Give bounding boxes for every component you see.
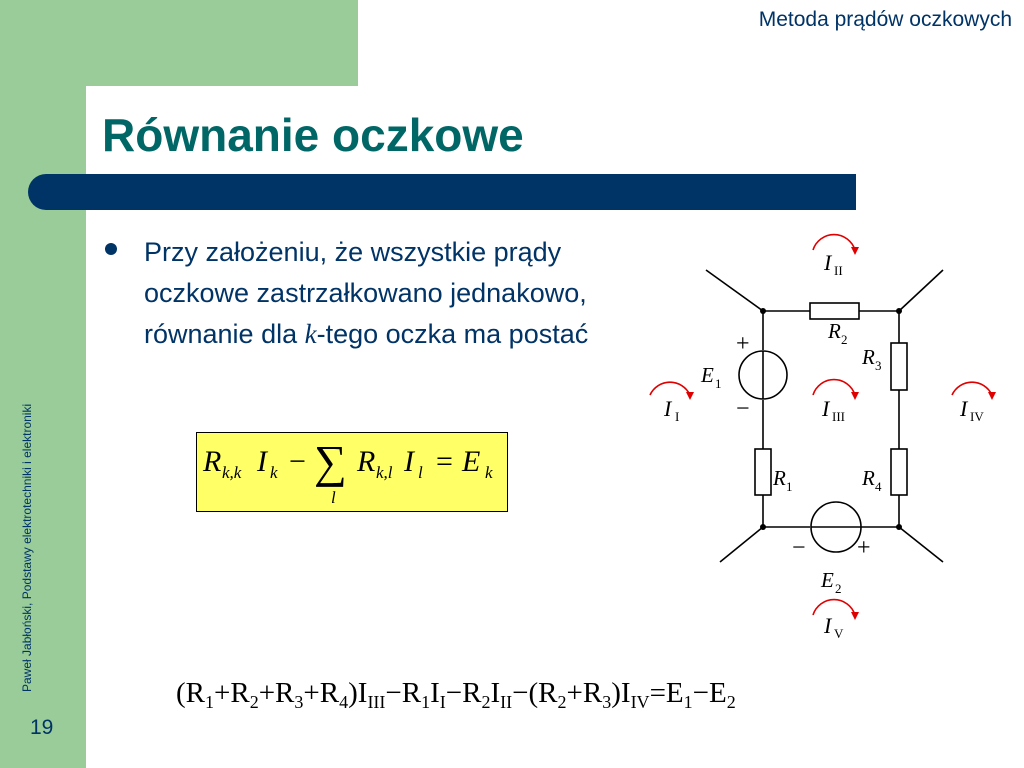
loop-label-I bbox=[663, 396, 679, 424]
bottom-equation bbox=[176, 670, 996, 720]
svg-text:I: I bbox=[664, 396, 672, 421]
eq-sub: II bbox=[500, 692, 513, 712]
eq-tok: +R bbox=[214, 677, 250, 709]
f-sigma-sub: l bbox=[331, 488, 336, 507]
svg-text:R: R bbox=[773, 466, 786, 490]
resistor-R3 bbox=[891, 343, 907, 390]
loop-arrows bbox=[650, 235, 992, 615]
resistor-R2 bbox=[810, 303, 859, 319]
eq-tok: −E bbox=[692, 677, 727, 709]
eq-sub: 1 bbox=[421, 692, 431, 712]
eq-tok: +R bbox=[566, 677, 603, 709]
f-sigma: ∑ bbox=[314, 436, 347, 487]
eq-tok: −R bbox=[445, 677, 482, 709]
svg-text:3: 3 bbox=[875, 358, 882, 373]
eq-sub: 1 bbox=[683, 692, 693, 712]
svg-text:R: R bbox=[862, 466, 875, 490]
eq-tok: I bbox=[490, 677, 501, 709]
resistor-R4 bbox=[891, 449, 907, 495]
author-footer: Paweł Jabłoński, Podstawy elektrotechniki i elektroniki bbox=[20, 403, 34, 692]
eq-sub: 3 bbox=[602, 692, 612, 712]
loop-label-II bbox=[823, 250, 843, 278]
page-number: 19 bbox=[30, 716, 54, 739]
eq-sub: 2 bbox=[726, 692, 736, 712]
label-R2 bbox=[827, 319, 848, 347]
svg-text:II: II bbox=[834, 263, 843, 278]
label-E2 bbox=[820, 568, 842, 596]
f-sub-E: k bbox=[485, 463, 493, 482]
f-minus: − bbox=[289, 445, 306, 478]
svg-text:E: E bbox=[701, 363, 714, 387]
eq-sub: 3 bbox=[294, 692, 304, 712]
f-I1: I bbox=[257, 445, 267, 478]
svg-text:I: I bbox=[960, 396, 968, 421]
svg-text:R: R bbox=[862, 345, 875, 369]
f-R2: R bbox=[357, 445, 376, 478]
svg-text:I: I bbox=[675, 409, 680, 424]
svg-text:2: 2 bbox=[835, 581, 842, 596]
label-E1 bbox=[700, 363, 722, 391]
svg-text:2: 2 bbox=[841, 332, 848, 347]
svg-text:III: III bbox=[832, 409, 845, 424]
eq-tok: =E bbox=[649, 677, 684, 709]
f-sub-k: k bbox=[270, 463, 278, 482]
label-R3 bbox=[861, 345, 882, 373]
svg-text:(R1+R2+R3+R4)IIII−R1II−R2III−( bbox=[176, 677, 736, 712]
eq-tok: )I bbox=[611, 677, 631, 709]
svg-text:4: 4 bbox=[875, 479, 882, 494]
eq-sub: I bbox=[439, 692, 446, 712]
f-E: E bbox=[462, 445, 481, 478]
E2-plus: + bbox=[857, 535, 871, 561]
svg-text:E: E bbox=[821, 568, 834, 592]
svg-text:I: I bbox=[824, 250, 832, 275]
eq-sub: 2 bbox=[557, 692, 567, 712]
E1-minus: − bbox=[736, 396, 750, 422]
eq-sub: 2 bbox=[249, 692, 259, 712]
label-R1 bbox=[772, 466, 793, 494]
eq-tok: I bbox=[430, 677, 440, 709]
bullet-text-after: -tego oczka ma postać bbox=[316, 319, 589, 349]
f-sub-kl: k,l bbox=[376, 463, 393, 482]
eq-sub: 4 bbox=[339, 692, 349, 712]
eq-tok: )I bbox=[348, 677, 368, 709]
bullet-var: k bbox=[304, 319, 317, 349]
eq-tok: −(R bbox=[512, 677, 558, 709]
section-title: Metoda prądów oczkowych bbox=[758, 8, 1012, 31]
bullet-text-before: Przy założeniu, że wszystkie prądy oczkowe zastrzałkowano jednakowo, równanie dla bbox=[144, 237, 587, 349]
f-equals: = bbox=[436, 445, 453, 478]
svg-text:1: 1 bbox=[786, 479, 793, 494]
resistor-R1 bbox=[755, 449, 771, 495]
eq-tok: +R bbox=[258, 677, 295, 709]
f-R1: R bbox=[203, 445, 222, 478]
slide-title: Równanie oczkowe bbox=[102, 109, 524, 161]
svg-text:I: I bbox=[822, 396, 830, 421]
label-R4 bbox=[861, 466, 882, 494]
svg-text:V: V bbox=[834, 626, 844, 641]
svg-text:IV: IV bbox=[970, 409, 984, 424]
loop-label-IV bbox=[959, 396, 984, 424]
svg-text:I: I bbox=[824, 613, 832, 638]
f-sub-kk: k,k bbox=[222, 463, 242, 482]
svg-text:1: 1 bbox=[715, 376, 722, 391]
eq-tok: +R bbox=[303, 677, 340, 709]
eq-sub: 2 bbox=[481, 692, 491, 712]
f-sub-l: l bbox=[418, 463, 423, 482]
E2-minus: − bbox=[792, 535, 806, 561]
eq-sub: IV bbox=[630, 692, 650, 712]
loop-label-III bbox=[821, 396, 845, 424]
eq-sub: 1 bbox=[205, 692, 214, 712]
eq-tok: (R bbox=[176, 677, 205, 709]
eq-sub: III bbox=[367, 692, 386, 712]
svg-text:R: R bbox=[828, 319, 841, 343]
E1-plus: + bbox=[736, 331, 750, 357]
f-I2: I bbox=[404, 445, 414, 478]
loop-label-V bbox=[823, 613, 844, 641]
eq-tok: −R bbox=[385, 677, 422, 709]
